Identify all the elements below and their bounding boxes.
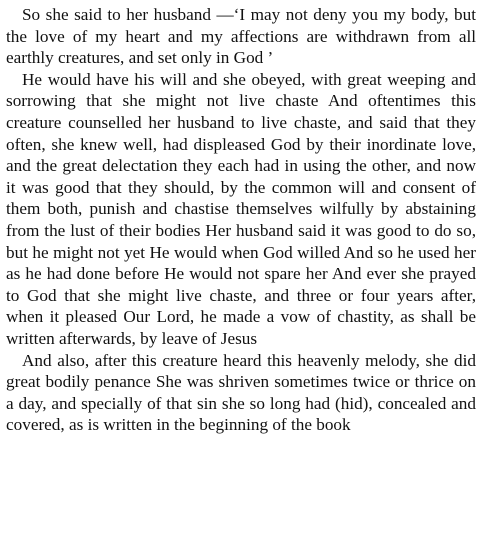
book-page bbox=[6, 4, 476, 436]
paragraph-3: And also, after this creature heard this heavenly melody, she did great bodily penance She was shriven sometimes twice or thrice on a day, and specially of that sin she so long had (hid), concealed and covered, as is written in the beginning of the book bbox=[6, 350, 476, 435]
paragraph-1: So she said to her husband —‘I may not deny you my body, but the love of my heart and my affections are withdrawn from all earthly creatures, and set only in God ’ bbox=[6, 5, 476, 68]
paragraph-2: He would have his will and she obeyed, with great weeping and sorrowing that she might not live chaste And oftentimes this creature counselled her husband to live chaste, and said that they often, she knew well, had displeased God by their inordinate love, and the great delectation they each had in using the other, and now it was good that they should, by the common will and consent of them both, punish and chastise themselves wilfully by abstaining from the lust of their bodies Her husband said it was good to do so, but he might not yet He would when God willed And so he used her as he had done before He would not spare her And ever she prayed to God that she might live chaste, and three or four years after, when it pleased Our Lord, he made a vow of chastity, as shall be written afterwards, by leave of Jesus bbox=[6, 69, 476, 348]
